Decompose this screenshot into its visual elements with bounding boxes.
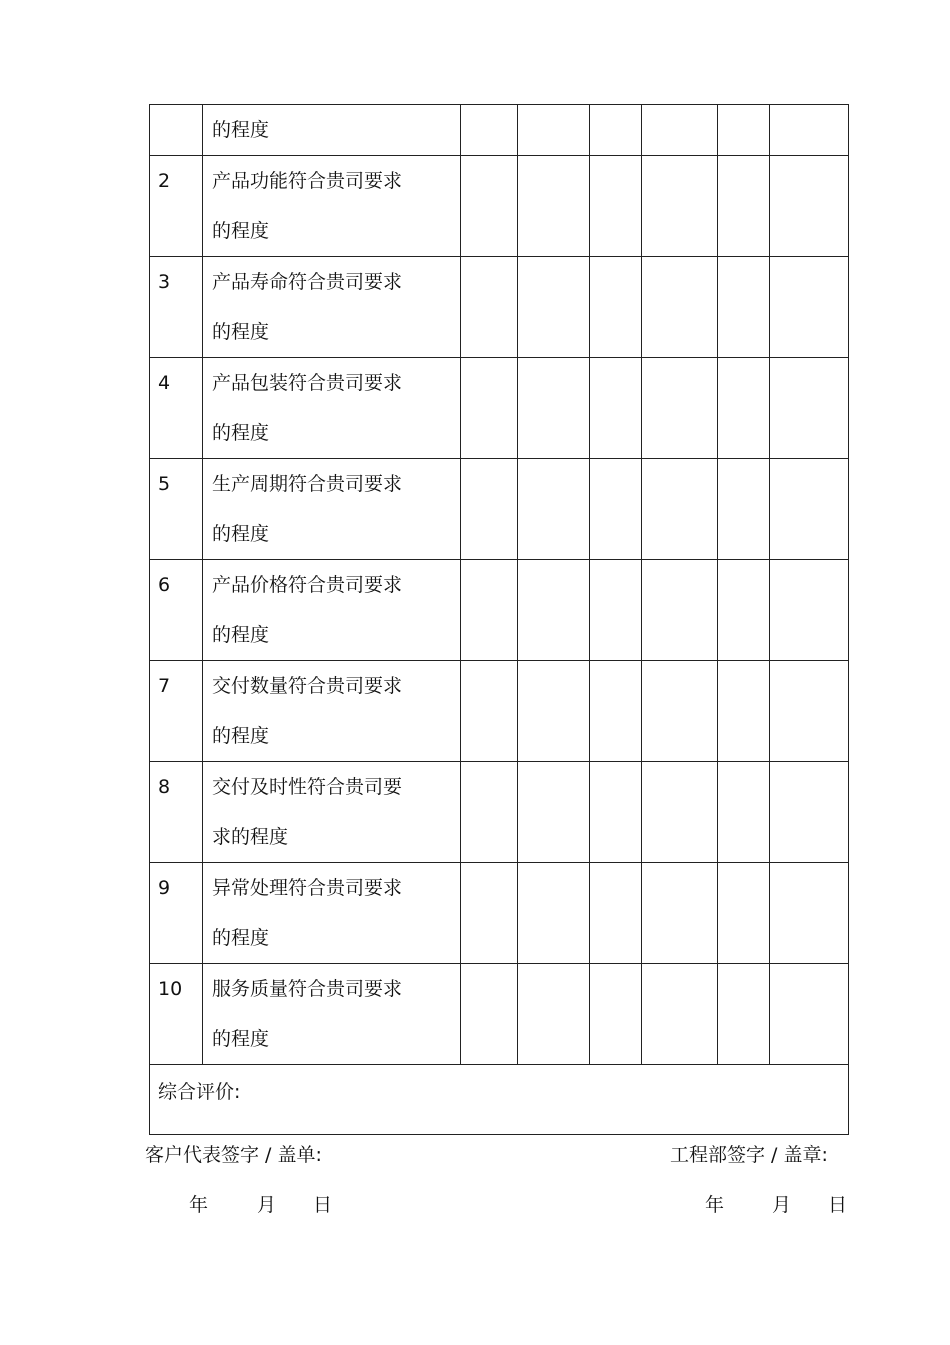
rating-cell[interactable] — [642, 257, 718, 358]
rating-cell[interactable] — [770, 358, 849, 459]
rating-cell[interactable] — [590, 560, 642, 661]
rating-cell[interactable] — [642, 560, 718, 661]
item-cell — [203, 156, 461, 257]
item-line-2: 的程度 — [212, 523, 270, 545]
rating-cell[interactable] — [590, 762, 642, 863]
table-row — [150, 560, 849, 661]
row-number: 2 — [158, 170, 171, 192]
table-row — [150, 964, 849, 1065]
rating-cell[interactable] — [590, 358, 642, 459]
rating-cell[interactable] — [770, 661, 849, 762]
rating-cell[interactable] — [461, 257, 518, 358]
rating-cell[interactable] — [590, 964, 642, 1065]
item-cell — [203, 762, 461, 863]
rating-cell[interactable] — [518, 762, 590, 863]
rating-cell[interactable] — [518, 156, 590, 257]
item-cell — [203, 358, 461, 459]
rating-cell[interactable] — [461, 661, 518, 762]
rating-cell[interactable] — [770, 459, 849, 560]
rating-cell[interactable] — [518, 459, 590, 560]
table-row — [150, 863, 849, 964]
item-line-2: 的程度 — [212, 725, 270, 747]
item-line-1: 交付及时性符合贵司要 — [212, 776, 403, 798]
row-number: 8 — [158, 776, 171, 798]
rating-cell[interactable] — [642, 358, 718, 459]
rating-cell[interactable] — [718, 156, 770, 257]
item-line-1: 产品寿命符合贵司要求 — [212, 271, 403, 293]
rating-cell[interactable] — [518, 661, 590, 762]
rating-cell[interactable] — [518, 560, 590, 661]
rating-cell[interactable] — [642, 661, 718, 762]
rating-cell[interactable] — [642, 762, 718, 863]
rating-cell[interactable] — [461, 105, 518, 156]
rating-cell[interactable] — [590, 661, 642, 762]
item-line-1: 产品包装符合贵司要求 — [212, 372, 403, 394]
engineering-signature-label: 工程部签字 / 盖章: — [670, 1144, 828, 1166]
item-cell — [203, 863, 461, 964]
rating-cell[interactable] — [718, 257, 770, 358]
row-number: 10 — [158, 978, 183, 1000]
table-row — [150, 156, 849, 257]
rating-cell[interactable] — [718, 560, 770, 661]
row-number: 5 — [158, 473, 171, 495]
row-number: 3 — [158, 271, 171, 293]
rating-cell[interactable] — [718, 358, 770, 459]
right-year-label: 年 — [705, 1194, 725, 1216]
item-cell — [203, 459, 461, 560]
rating-cell[interactable] — [590, 257, 642, 358]
rating-cell[interactable] — [718, 661, 770, 762]
item-line-2: 的程度 — [212, 624, 270, 646]
row-number-cell — [150, 661, 203, 762]
rating-cell[interactable] — [518, 964, 590, 1065]
rating-cell[interactable] — [770, 863, 849, 964]
table-row — [150, 105, 849, 156]
summary-cell[interactable] — [150, 1065, 849, 1135]
left-year-label: 年 — [189, 1194, 209, 1216]
item-line-1: 服务质量符合贵司要求 — [212, 978, 403, 1000]
item-cell — [203, 105, 461, 156]
rating-cell[interactable] — [642, 863, 718, 964]
row-number-cell — [150, 156, 203, 257]
customer-signature-label: 客户代表签字 / 盖单: — [145, 1144, 322, 1166]
rating-cell[interactable] — [642, 459, 718, 560]
item-line-1: 产品功能符合贵司要求 — [212, 170, 403, 192]
item-cell — [203, 560, 461, 661]
table-row — [150, 459, 849, 560]
row-number-cell — [150, 762, 203, 863]
rating-cell[interactable] — [718, 762, 770, 863]
rating-cell[interactable] — [718, 105, 770, 156]
rating-cell[interactable] — [518, 105, 590, 156]
item-line-1: 产品价格符合贵司要求 — [212, 574, 403, 596]
row-number-cell — [150, 459, 203, 560]
rating-cell[interactable] — [642, 964, 718, 1065]
rating-cell[interactable] — [518, 358, 590, 459]
row-number: 4 — [158, 372, 171, 394]
evaluation-table — [149, 104, 849, 1135]
item-line-2: 的程度 — [212, 927, 270, 949]
right-month-label: 月 — [772, 1194, 792, 1216]
rating-cell[interactable] — [461, 560, 518, 661]
rating-cell[interactable] — [770, 964, 849, 1065]
right-day-label: 日 — [828, 1194, 848, 1216]
rating-cell[interactable] — [770, 105, 849, 156]
row-number-cell — [150, 863, 203, 964]
rating-cell[interactable] — [770, 762, 849, 863]
rating-cell[interactable] — [642, 105, 718, 156]
row-number: 6 — [158, 574, 171, 596]
row-number-cell — [150, 358, 203, 459]
rating-cell[interactable] — [461, 459, 518, 560]
rating-cell[interactable] — [770, 560, 849, 661]
rating-cell[interactable] — [461, 156, 518, 257]
table-row — [150, 358, 849, 459]
row-number: 7 — [158, 675, 171, 697]
rating-cell[interactable] — [590, 863, 642, 964]
item-line-1: 生产周期符合贵司要求 — [212, 473, 403, 495]
rating-cell[interactable] — [590, 105, 642, 156]
rating-cell[interactable] — [718, 863, 770, 964]
rating-cell[interactable] — [770, 257, 849, 358]
item-line-2: 的程度 — [212, 1028, 270, 1050]
item-text: 的程度 — [212, 119, 270, 141]
table-row — [150, 762, 849, 863]
item-line-1: 交付数量符合贵司要求 — [212, 675, 403, 697]
row-number-cell — [150, 964, 203, 1065]
item-line-2: 的程度 — [212, 220, 270, 242]
row-number: 9 — [158, 877, 171, 899]
row-number-cell — [150, 560, 203, 661]
item-cell — [203, 964, 461, 1065]
rating-cell[interactable] — [461, 863, 518, 964]
rating-cell[interactable] — [518, 863, 590, 964]
item-line-1: 异常处理符合贵司要求 — [212, 877, 403, 899]
rating-cell[interactable] — [518, 257, 590, 358]
row-number-cell — [150, 105, 203, 156]
summary-row — [150, 1065, 849, 1135]
rating-cell[interactable] — [718, 964, 770, 1065]
table-row — [150, 257, 849, 358]
row-number-cell — [150, 257, 203, 358]
item-cell — [203, 257, 461, 358]
item-line-2: 求的程度 — [212, 826, 289, 848]
rating-cell[interactable] — [770, 156, 849, 257]
table-row — [150, 661, 849, 762]
item-cell — [203, 661, 461, 762]
rating-cell[interactable] — [461, 358, 518, 459]
rating-cell[interactable] — [461, 762, 518, 863]
rating-cell[interactable] — [590, 156, 642, 257]
item-line-2: 的程度 — [212, 321, 270, 343]
item-line-2: 的程度 — [212, 422, 270, 444]
left-month-label: 月 — [257, 1194, 277, 1216]
rating-cell[interactable] — [718, 459, 770, 560]
summary-label: 综合评价: — [158, 1081, 241, 1103]
rating-cell[interactable] — [461, 964, 518, 1065]
rating-cell[interactable] — [642, 156, 718, 257]
left-day-label: 日 — [313, 1194, 333, 1216]
rating-cell[interactable] — [590, 459, 642, 560]
